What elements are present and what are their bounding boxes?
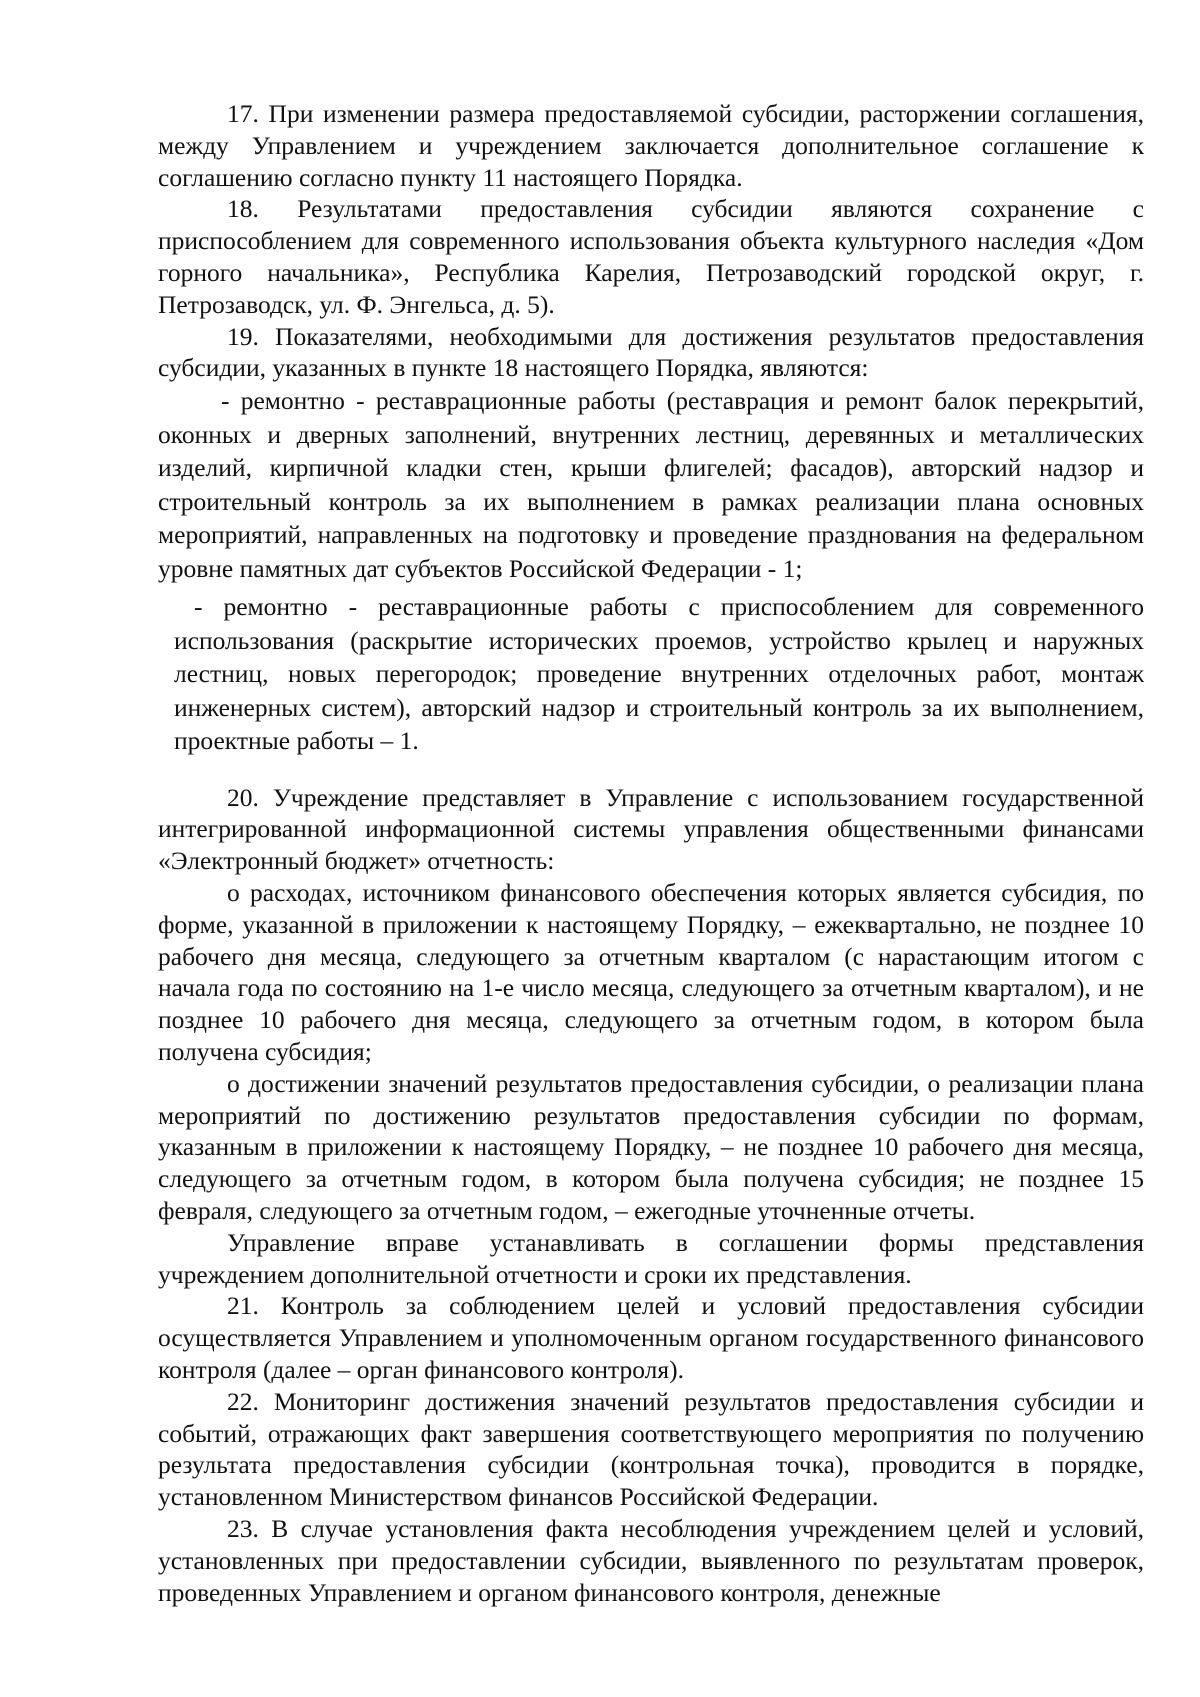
paragraph-18: 18. Результатами предоставления субсидии являются сохранение с приспособлением для современного использования объекта культурного наследия «Дом горного начальника», Республика Карелия, Петрозаводский городской округ, г. Петрозаводск, ул. Ф. Энгельса, д. 5). [158,194,1144,319]
document-body [158,98,1144,1608]
paragraph-19-item-1: - ремонтно - реставрационные работы (реставрация и ремонт балок перекрытий, оконных и дверных заполнений, внутренних лестниц, деревянных и металлических изделий, кирпичной кладки стен, крыши флигелей; фасадов), авторский надзор и строительный контроль за их выполнением в рамках реализации плана основных мероприятий, направленных на подготовку и проведение празднования на федеральном уровне памятных дат субъектов Российской Федерации - 1; [158,386,1144,583]
paragraph-20-results: о достижении значений результатов предоставления субсидии, о реализации плана мероприятий по достижению результатов предоставления субсидии по формам, указанным в приложении к настоящему Порядку, – не позднее 10 рабочего дня месяца, следующего за отчетным годом, в котором была получена субсидия; не позднее 15 февраля, следующего за отчетным годом, – ежегодные уточненные отчеты. [158,1068,1144,1226]
paragraph-23: 23. В случае установления факта несоблюдения учреждением целей и условий, установленных при предоставлении субсидии, выявленного по результатам проверок, проведенных Управлением и органом финансового контроля, денежные [158,1514,1144,1607]
paragraph-19: 19. Показателями, необходимыми для достижения результатов предоставления субсидии, указанных в пункте 18 настоящего Порядка, являются: [158,321,1144,383]
paragraph-17: 17. При изменении размера предоставляемой субсидии, расторжении соглашения, между Управлением и учреждением заключается дополнительное соглашение к соглашению согласно пункту 11 настоящего Порядка. [158,99,1144,192]
paragraph-19-item-2: - ремонтно - реставрационные работы с приспособлением для современного использования (раскрытие исторических проемов, устройство крылец и наружных лестниц, новых перегородок; проведение внутренних отделочных работ, монтаж инженерных систем), авторский надзор и строительный контроль за их выполнением, проектные работы – 1. [174,592,1144,756]
paragraph-20: 20. Учреждение представляет в Управление с использованием государственной интегрированной информационной системы управления общественными финансами «Электронный бюджет» отчетность: [158,782,1144,876]
paragraph-22: 22. Мониторинг достижения значений результатов предоставления субсидии и событий, отражающих факт завершения соответствующего мероприятия по получению результата предоставления субсидии (контрольная точка), проводится в порядке, установленном Министерством финансов Российской Федерации. [158,1386,1144,1512]
paragraph-21: 21. Контроль за соблюдением целей и условий предоставления субсидии осуществляется Управлением и уполномоченным органом государственного финансового контроля (далее – орган финансового контроля). [158,1291,1144,1385]
paragraph-20-additional: Управление вправе устанавливать в соглашении формы представления учреждением дополнительной отчетности и сроки их представления. [158,1227,1144,1289]
paragraph-20-expenses: о расходах, источником финансового обеспечения которых является субсидия, по форме, указанной в приложении к настоящему Порядку, – ежеквартально, не позднее 10 рабочего дня месяца, следующего за отчетным кварталом (с нарастающим итогом с начала года по состоянию на 1-е число месяца, следующего за отчетным кварталом), и не позднее 10 рабочего дня месяца, следующего за отчетным годом, в котором была получена субсидия; [158,878,1144,1067]
